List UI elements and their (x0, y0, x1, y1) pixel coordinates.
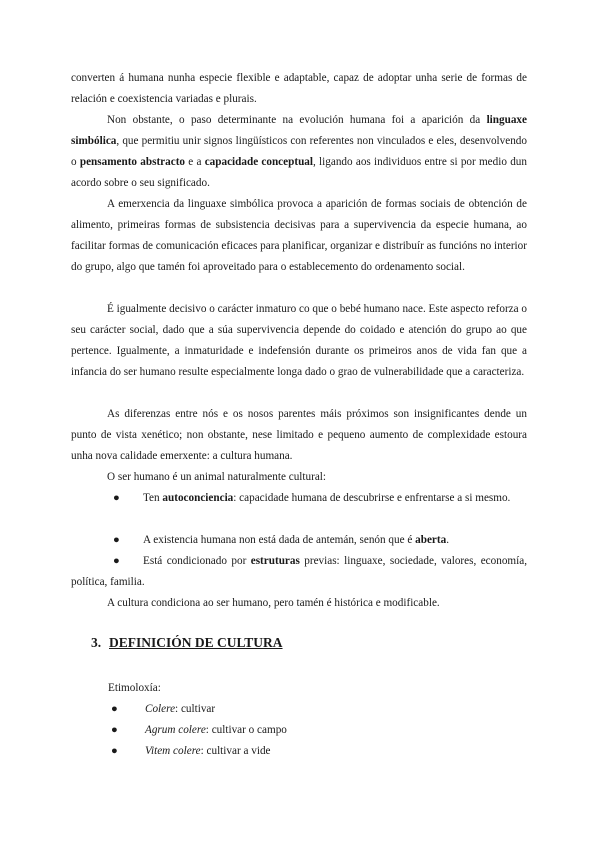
p2-text-1: Non obstante, o paso determinante na evolución humana foi a aparición da (107, 114, 487, 126)
bullet-3-text-1: Está condicionado por (143, 555, 251, 567)
bullet-dot: ● (111, 745, 118, 757)
paragraph-2 (71, 110, 527, 194)
etymology-meaning: : cultivar o campo (205, 724, 287, 736)
paragraph-4: É igualmente decisivo o carácter inmaturo co que o bebé humano nace. Este aspecto reforza o seu carácter social, dado que a súa supervivencia depende do coidado e atención do grupo ao que pertence. Igualmente, a inmaturidade e indefensión durante os primeiros anos de vida fan que a infancia do ser humano resulte especialmente longa dado o grao de vulnerabilidade que a caracteriza. (71, 303, 527, 378)
bullet-item-aberta (71, 530, 527, 551)
bullet-item-autoconciencia (71, 488, 527, 509)
p2-bold-capacidade: capacidade conceptual (204, 156, 313, 168)
paragraph-3: A emerxencia da linguaxe simbólica provoca a aparición de formas sociais de obtención de alimento, primeiras formas de subsistencia decisivas para a supervivencia da especie humana, ao facilitar formas de comunicación eficaces para planificar, organizar e distribuír as funcións no interior do grupo, algo que tamén foi aproveitado para o establecemento do ordenamento social. (71, 198, 527, 273)
bullet-1-text-1: Ten (143, 492, 163, 504)
bullet-dot: ● (113, 534, 120, 546)
bullet-dot: ● (111, 724, 118, 736)
bullet-item-estruturas (71, 551, 527, 593)
bullet-dot: ● (113, 492, 120, 504)
paragraph-6: O ser humano é un animal naturalmente cultural: (107, 471, 327, 483)
section-heading (91, 631, 283, 655)
section-number: 3. (91, 635, 102, 650)
bullet-3-text-2: previas: linguaxe, sociedade, valores, economía, política, familia. (71, 555, 527, 588)
p2-text-3: e a (185, 156, 205, 168)
bullet-dot: ● (113, 555, 120, 567)
bullet-2-bold: aberta (415, 534, 447, 546)
etymology-term: Colere (145, 703, 176, 715)
bullet-1-bold: autoconciencia (162, 492, 234, 504)
paragraph-1: converten á humana nunha especie flexible e adaptable, capaz de adoptar unha serie de formas de relación e coexistencia variadas e plurais. (71, 72, 527, 105)
bullet-dot: ● (111, 703, 118, 715)
bullet-2-text-1: A existencia humana non está dada de antemán, senón que é (143, 534, 416, 546)
paragraph-5: As diferenzas entre nós e os nosos parentes máis próximos son insignificantes dende un punto de vista xenético; non obstante, nese limitado e pequeno aumento de complexidade estoura unha nova calidade emerxente: a cultura humana. (71, 408, 527, 462)
etymology-item (145, 699, 215, 720)
etymology-term: Vitem colere (145, 745, 201, 757)
bullet-3-bold: estruturas (250, 555, 300, 567)
etymology-meaning: : cultivar (175, 703, 216, 715)
etymology-item (145, 741, 271, 762)
bullet-1-text-2: : capacidade humana de descubrirse e enfrentarse a si mesmo. (233, 492, 511, 504)
paragraph-7: A cultura condiciona ao ser humano, pero tamén é histórica e modificable. (107, 597, 440, 609)
etymology-term: Agrum colere (145, 724, 206, 736)
etymology-meaning: : cultivar a vide (200, 745, 271, 757)
etymology-label: Etimoloxía: (108, 682, 161, 694)
p2-bold-linguaxe: linguaxe simbólica (71, 114, 527, 147)
etymology-item (145, 720, 287, 741)
p2-text-2: , que permitiu unir signos lingüísticos con referentes non vinculados e eles, desenvolvendo o (71, 135, 527, 168)
section-title: DEFINICIÓN DE CULTURA (109, 635, 283, 650)
bullet-2-text-2: . (446, 534, 450, 546)
p2-bold-pensamento: pensamento abstracto (79, 156, 186, 168)
p2-text-4: , ligando aos individuos entre si por medio dun acordo sobre o seu significado. (71, 156, 527, 189)
